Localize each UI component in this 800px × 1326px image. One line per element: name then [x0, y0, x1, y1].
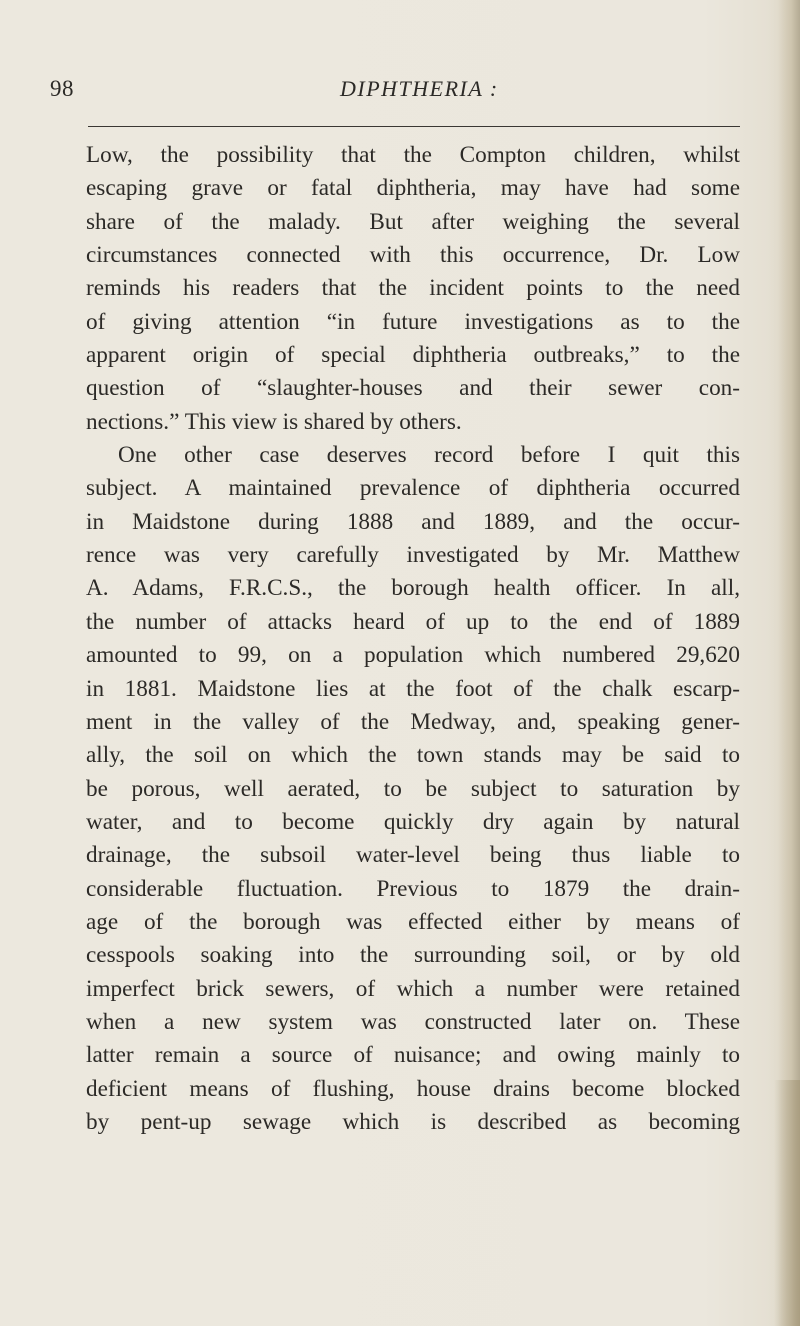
page-header — [50, 76, 740, 106]
page-edge-shadow-bottom — [774, 1080, 800, 1326]
text-line: amounted to 99, on a population which numbered 29,620 — [86, 642, 740, 669]
text-line: share of the malady. But after weighing the several — [86, 208, 740, 235]
text-line: A. Adams, F.R.C.S., the borough health officer. In all, — [86, 575, 740, 602]
text-line: Low, the possibility that the Compton children, whilst — [86, 142, 740, 168]
text-line: by pent-up sewage which is described as becoming — [86, 1108, 740, 1135]
page-number: 98 — [50, 76, 74, 101]
text-line: latter remain a source of nuisance; and owing mainly to — [86, 1042, 740, 1069]
text-line: of giving attention “in future investigations as to the — [86, 308, 740, 335]
text-line: the number of attacks heard of up to the end of 1889 — [86, 608, 740, 635]
text-line: in 1881. Maidstone lies at the foot of the chalk escarp- — [86, 675, 740, 702]
text-line: nections.” This view is shared by others. — [86, 408, 462, 435]
text-line: ment in the valley of the Medway, and, speaking gener- — [86, 708, 740, 735]
text-line: apparent origin of special diphtheria outbreaks,” to the — [86, 342, 740, 369]
body-text — [86, 139, 740, 1139]
text-line: deficient means of flushing, house drains become blocked — [86, 1075, 740, 1102]
text-line: cesspools soaking into the surrounding soil, or by old — [86, 942, 740, 969]
text-line: ally, the soil on which the town stands may be said to — [86, 742, 740, 769]
text-line: water, and to become quickly dry again by natural — [86, 808, 740, 835]
text-line: considerable fluctuation. Previous to 1879 the drain- — [86, 875, 740, 902]
text-line: escaping grave or fatal diphtheria, may have had some — [86, 175, 740, 202]
text-line: subject. A maintained prevalence of diphtheria occurred — [86, 475, 740, 502]
text-line: circumstances connected with this occurrence, Dr. Low — [86, 242, 740, 269]
text-line: when a new system was constructed later on. These — [86, 1008, 740, 1035]
text-line: imperfect brick sewers, of which a number were retained — [86, 975, 740, 1002]
header-rule — [88, 126, 740, 127]
text-line: One other case deserves record before I quit this — [118, 442, 740, 469]
text-line: be porous, well aerated, to be subject to saturation by — [86, 775, 740, 802]
text-line: reminds his readers that the incident points to the need — [86, 275, 740, 302]
text-line: age of the borough was effected either by means of — [86, 908, 740, 935]
text-line: rence was very carefully investigated by Mr. Matthew — [86, 542, 740, 569]
text-line: in Maidstone during 1888 and 1889, and the occur- — [86, 508, 740, 535]
running-head: DIPHTHERIA : — [340, 76, 499, 101]
text-line: drainage, the subsoil water-level being thus liable to — [86, 842, 740, 869]
text-line: question of “slaughter-houses and their sewer con- — [86, 375, 740, 402]
